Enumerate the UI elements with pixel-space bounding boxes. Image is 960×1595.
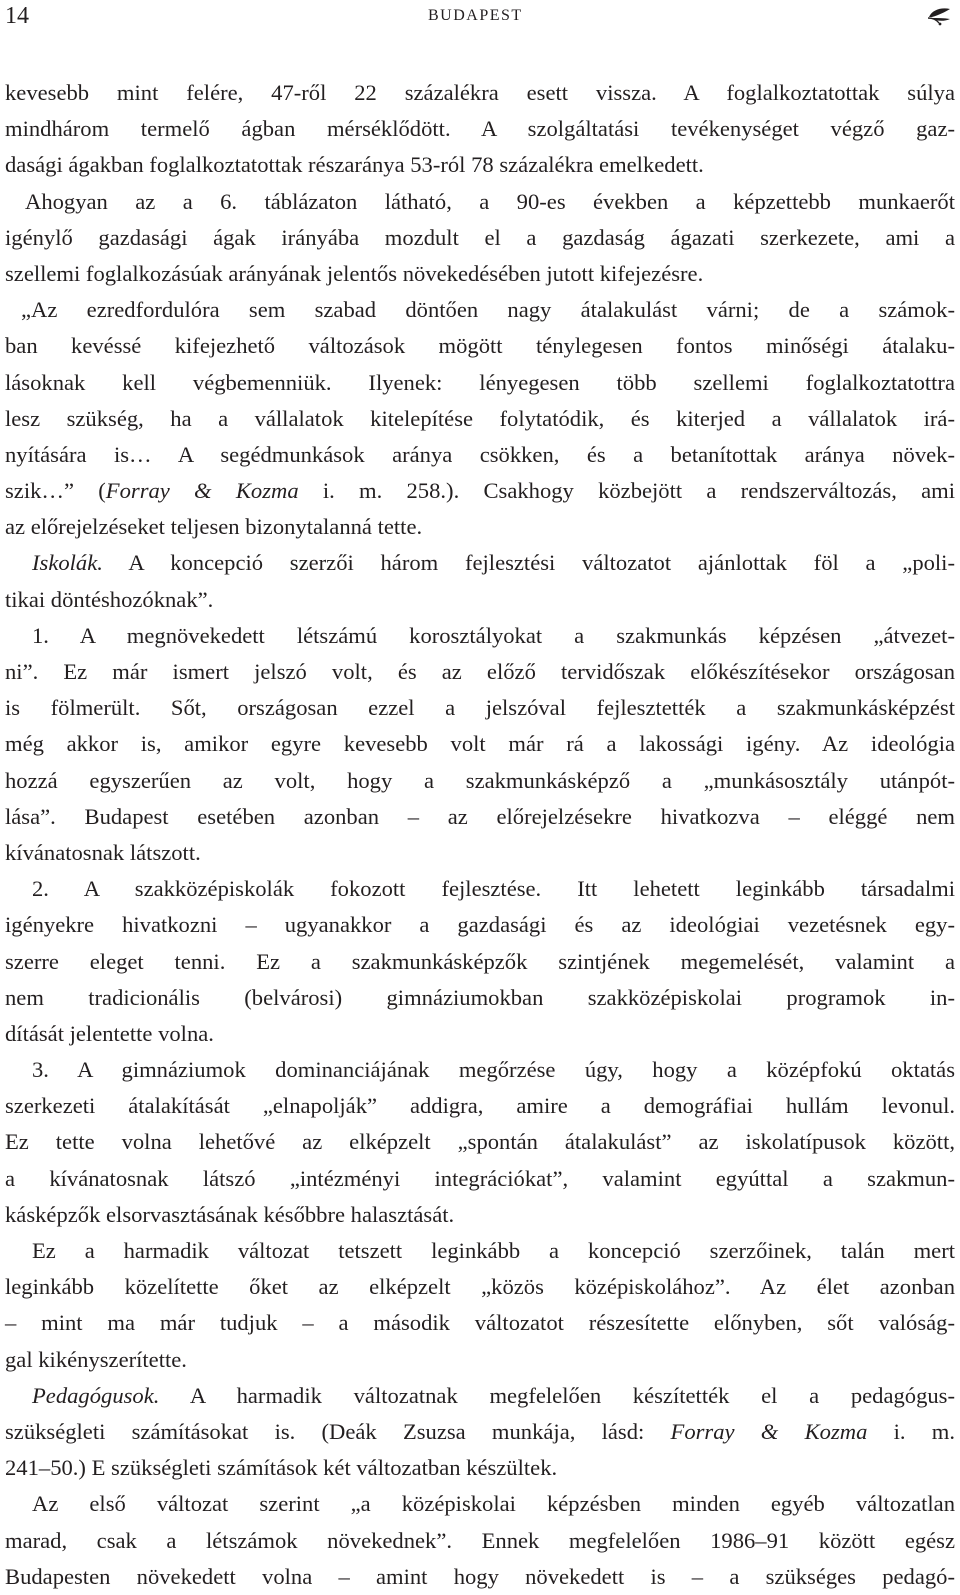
text-line: Ez a harmadik változat tetszett leginkább a koncepció szerzőinek, talán mert <box>32 1238 955 1263</box>
text-line: leginkább közelítette őket az elképzelt „közös középiskolához”. Az élet azonban <box>5 1274 955 1300</box>
quote-line: lásoknak kell végbemenniük. Ilyenek: lényegesen több szellemi foglalkoztatottra <box>5 369 955 395</box>
text-line: az előrejelzéseket teljesen bizonytalanná tette. <box>5 514 423 540</box>
text-line: kásképzők elsorvasztásának későbbre halasztását. <box>5 1201 455 1227</box>
text-line: Ahogyan az a 6. táblázaton látható, a 90-es években a képzettebb munkaerőt <box>25 188 955 214</box>
quote-line: ban kevéssé kifejezhető változások mögött ténylegesen fontos minőségi átalaku- <box>5 333 955 359</box>
text-line: 241–50.) E szükségleti számítások két változatban készültek. <box>5 1455 558 1481</box>
page-header <box>0 0 960 34</box>
citation-line <box>5 473 955 509</box>
text-line: igénylő gazdasági ágak irányába mozdult el a gazdaság ágazati szerkezete, ami a <box>5 224 955 250</box>
text-line: Ez tette volna lehetővé az elképzelt „spontán átalakulást” az iskolatípusok között, <box>5 1129 955 1155</box>
text-line: – mint ma már tudjuk – a második változatot részesítette előnyben, sőt valóság- <box>5 1310 955 1336</box>
text-line: még akkor is, amikor egyre kevesebb volt már rá a lakossági igény. Az ideológia <box>5 731 955 757</box>
page-number: 14 <box>5 3 29 29</box>
citation-prefix: szükségleti számításokat is. (Deák Zsuzsa munkája, lásd: <box>5 1418 671 1444</box>
section-text: A koncepció szerzői három fejlesztési változatot ajánlottak föl a „poli- <box>102 550 955 576</box>
text-line: szellemi foglalkozásúak arányának jelentős növekedésében jutott kifejezésre. <box>5 260 704 286</box>
list-item-1: 1. A megnövekedett létszámú korosztályokat a szakmunkás képzésen „átvezet- <box>32 622 955 648</box>
citation-prefix: szik…” ( <box>5 478 106 504</box>
list-item-3: 3. A gimnáziumok dominanciájának megőrzése úgy, hogy a középfokú oktatás <box>32 1057 955 1083</box>
text-line: hozzá egyszerűen az volt, hogy a szakmunkásképző a „munkásosztály utánpót- <box>5 767 955 793</box>
section-line-schools <box>5 545 955 581</box>
text-line: mindhárom termelő ágban mérséklődött. A szolgáltatási tevékenységet végző gaz- <box>5 116 955 142</box>
section-line-teachers <box>5 1378 955 1414</box>
text-line: ni”. Ez már ismert jelszó volt, és az előző tervidőszak előkészítésekor országosan <box>5 659 955 684</box>
text-line: tikai döntéshozóknak”. <box>5 586 214 612</box>
text-line: is fölmerült. Sőt, országosan ezzel a jelszóval fejlesztették a szakmunkásképzést <box>5 695 955 721</box>
citation-suffix: i. m. 258.). Csakhogy közbejött a rendszerváltozás, ami <box>298 478 955 504</box>
text-line: lása”. Budapest esetében azonban – az előrejelzésekre hivatkozva – eléggé nem <box>5 803 955 829</box>
leaf-flourish-icon <box>926 3 954 27</box>
citation-authors: Forray & Kozma <box>105 478 299 504</box>
text-line: nem tradicionális (belvárosi) gimnáziumokban szakközépiskolai programok in- <box>5 984 955 1010</box>
text-line: szerre eleget tenni. Ez a szakmunkásképzők szintjének megemelését, valamint a <box>5 948 955 974</box>
citation-authors: Forray & Kozma <box>670 1418 868 1444</box>
running-head: BUDAPEST <box>428 7 523 24</box>
text-line: igényekre hivatkozni – ugyanakkor a gazdasági és az ideológiai vezetésnek egy- <box>5 912 955 938</box>
list-item-2: 2. A szakközépiskolák fokozott fejlesztése. Itt lehetett leginkább társadalmi <box>32 876 955 902</box>
section-label-schools: Iskolák. <box>32 550 103 576</box>
text-line: kevesebb mint felére, 47-ről 22 százalékra esett vissza. A foglalkoztatottak súlya <box>5 80 955 105</box>
section-text: A harmadik változatnak megfelelően készítették el a pedagógus- <box>159 1382 955 1408</box>
quote-line: „Az ezredfordulóra sem szabad döntően nagy átalakulást várni; de a számok- <box>21 297 955 323</box>
text-line: dasági ágakban foglalkoztatottak részaránya 53-ról 78 százalékra emelkedett. <box>5 152 704 178</box>
text-line: gal kikényszerítette. <box>5 1346 187 1372</box>
text-line: kívánatosnak látszott. <box>5 839 201 865</box>
text-line: Az első változat szerint „a középiskolai képzésben minden egyéb változatlan <box>32 1491 955 1517</box>
text-line: Budapesten növekedett volna – amint hogy növekedett is – a szükséges pedagó- <box>5 1563 955 1589</box>
citation-line <box>5 1414 955 1450</box>
quote-line: nyítására is… A segédmunkások aránya csökken, és a betanítottak aránya növek- <box>5 441 955 467</box>
body-text <box>5 75 955 1595</box>
text-line: szerkezeti átalakítását „elnapolják” addigra, amire a demográfiai hullám levonul. <box>5 1093 955 1119</box>
section-label-teachers: Pedagógusok. <box>32 1382 160 1408</box>
text-line: dítását jelentette volna. <box>5 1020 214 1046</box>
text-line: a kívánatosnak látszó „intézményi integrációkat”, valamint egyúttal a szakmun- <box>5 1165 955 1191</box>
quote-line: lesz szükség, ha a vállalatok kitelepítése folytatódik, és kiterjed a vállalatok irá- <box>5 405 955 431</box>
citation-suffix: i. m. <box>867 1418 955 1444</box>
text-line: marad, csak a létszámok növekednek”. Ennek megfelelően 1986–91 között egész <box>5 1527 955 1553</box>
